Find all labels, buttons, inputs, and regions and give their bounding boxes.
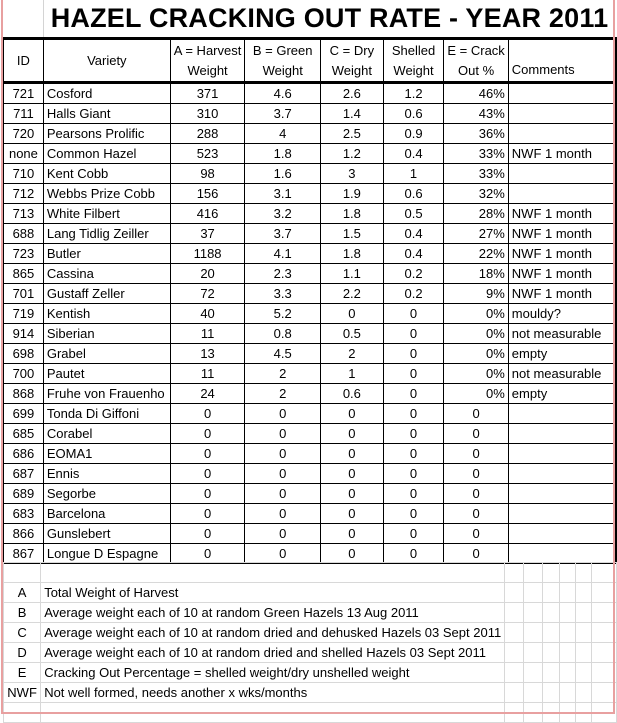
cell-harvest-weight[interactable]: 0 bbox=[170, 504, 245, 524]
cell-green-weight[interactable]: 0 bbox=[245, 444, 321, 464]
cell-harvest-weight[interactable]: 72 bbox=[170, 284, 245, 304]
cell-green-weight[interactable]: 4.1 bbox=[245, 244, 321, 264]
table-row bbox=[4, 424, 617, 444]
cell-variety[interactable]: Webbs Prize Cobb bbox=[43, 184, 170, 204]
cell-comments[interactable] bbox=[508, 124, 616, 144]
legend-key[interactable] bbox=[4, 563, 41, 583]
cell-green-weight[interactable]: 4.5 bbox=[245, 344, 321, 364]
cell-green-weight[interactable]: 3.3 bbox=[245, 284, 321, 304]
cell-variety[interactable]: Longue D Espagne bbox=[43, 544, 170, 564]
cell-green-weight[interactable]: 4.6 bbox=[245, 83, 321, 104]
cell-crack-out[interactable]: 0 bbox=[444, 464, 508, 484]
empty-cell[interactable] bbox=[523, 583, 542, 603]
empty-cell[interactable] bbox=[523, 683, 542, 703]
empty-cell[interactable] bbox=[523, 563, 542, 583]
cell-id[interactable]: 700 bbox=[4, 364, 44, 384]
cell-id[interactable]: 689 bbox=[4, 484, 44, 504]
cell-comments[interactable]: mouldy? bbox=[508, 304, 616, 324]
table-row bbox=[4, 484, 617, 504]
cell-id[interactable]: 865 bbox=[4, 264, 44, 284]
cell-comments[interactable] bbox=[508, 444, 616, 464]
cell-green-weight[interactable]: 1.6 bbox=[245, 164, 321, 184]
cell-dry-weight[interactable]: 3 bbox=[321, 164, 384, 184]
cell-id[interactable]: 685 bbox=[4, 424, 44, 444]
cell-crack-out[interactable]: 0% bbox=[444, 304, 508, 324]
table-row bbox=[4, 144, 617, 164]
cell-dry-weight[interactable]: 2 bbox=[321, 344, 384, 364]
cell-comments[interactable] bbox=[508, 83, 616, 104]
cell-harvest-weight[interactable]: 11 bbox=[170, 364, 245, 384]
cell-id[interactable]: 720 bbox=[4, 124, 44, 144]
cell-harvest-weight[interactable]: 523 bbox=[170, 144, 245, 164]
cell-id[interactable]: 688 bbox=[4, 224, 44, 244]
table-row bbox=[4, 224, 617, 244]
cell-variety[interactable]: Gustaff Zeller bbox=[43, 284, 170, 304]
header-id[interactable]: ID bbox=[4, 39, 44, 83]
empty-cell[interactable] bbox=[559, 643, 575, 663]
header-dry-line2: Weight bbox=[331, 62, 372, 78]
cell-comments[interactable]: NWF 1 month bbox=[508, 144, 616, 164]
cell-comments[interactable] bbox=[508, 484, 616, 504]
cell-crack-out[interactable]: 9% bbox=[444, 284, 508, 304]
cell-crack-out[interactable]: 43% bbox=[444, 104, 508, 124]
header-shelled-line2: Weight bbox=[393, 62, 434, 78]
cell-shelled-weight[interactable]: 0.4 bbox=[383, 144, 444, 164]
cell-green-weight[interactable]: 2.3 bbox=[245, 264, 321, 284]
cell-id[interactable]: 698 bbox=[4, 344, 44, 364]
table-row bbox=[4, 504, 617, 524]
header-crack-line2: Out % bbox=[458, 62, 495, 78]
cell-dry-weight[interactable]: 1.4 bbox=[321, 104, 384, 124]
table-row bbox=[4, 284, 617, 304]
cell-variety[interactable]: Segorbe bbox=[43, 484, 170, 504]
sheet-border-bottom bbox=[1, 712, 615, 714]
cell-green-weight[interactable]: 3.7 bbox=[245, 104, 321, 124]
cell-variety[interactable]: Kentish bbox=[43, 304, 170, 324]
cell-harvest-weight[interactable]: 0 bbox=[170, 464, 245, 484]
cell-comments[interactable] bbox=[508, 164, 616, 184]
empty-cell[interactable] bbox=[542, 663, 559, 683]
cell-comments[interactable]: NWF 1 month bbox=[508, 264, 616, 284]
cell-comments[interactable] bbox=[508, 504, 616, 524]
cell-harvest-weight[interactable]: 40 bbox=[170, 304, 245, 324]
cell-harvest-weight[interactable]: 1188 bbox=[170, 244, 245, 264]
legend-description[interactable]: Cracking Out Percentage = shelled weight/dry unshelled weight bbox=[41, 663, 505, 683]
table-row bbox=[4, 344, 617, 364]
cell-crack-out[interactable]: 46% bbox=[444, 83, 508, 104]
cell-id[interactable]: 710 bbox=[4, 164, 44, 184]
table-row bbox=[4, 524, 617, 544]
cell-variety[interactable]: Barcelona bbox=[43, 504, 170, 524]
cell-comments[interactable]: NWF 1 month bbox=[508, 284, 616, 304]
cell-crack-out[interactable]: 0 bbox=[444, 444, 508, 464]
cell-shelled-weight[interactable]: 0.6 bbox=[383, 104, 444, 124]
table-row bbox=[4, 324, 617, 344]
legend-description[interactable]: Total Weight of Harvest bbox=[41, 583, 505, 603]
legend-table bbox=[3, 562, 617, 723]
empty-cell[interactable] bbox=[542, 563, 559, 583]
cell-dry-weight[interactable]: 0 bbox=[321, 444, 384, 464]
legend-row bbox=[4, 563, 617, 583]
table-row bbox=[4, 164, 617, 184]
cell-shelled-weight[interactable]: 0 bbox=[383, 384, 444, 404]
header-green-weight[interactable] bbox=[245, 39, 321, 83]
cell-green-weight[interactable]: 0 bbox=[245, 484, 321, 504]
cell-comments[interactable] bbox=[508, 404, 616, 424]
cell-comments[interactable] bbox=[508, 464, 616, 484]
cell-dry-weight[interactable]: 2.5 bbox=[321, 124, 384, 144]
cell-id[interactable]: 723 bbox=[4, 244, 44, 264]
empty-cell[interactable] bbox=[505, 583, 524, 603]
legend-key[interactable]: NWF bbox=[4, 683, 41, 703]
table-row bbox=[4, 544, 617, 564]
cell-comments[interactable]: NWF 1 month bbox=[508, 244, 616, 264]
legend-row bbox=[4, 603, 617, 623]
cell-shelled-weight[interactable]: 0.4 bbox=[383, 224, 444, 244]
cell-harvest-weight[interactable]: 0 bbox=[170, 444, 245, 464]
cell-harvest-weight[interactable]: 0 bbox=[170, 544, 245, 564]
cell-green-weight[interactable]: 4 bbox=[245, 124, 321, 144]
cell-comments[interactable] bbox=[508, 524, 616, 544]
cell-shelled-weight[interactable]: 1 bbox=[383, 164, 444, 184]
cell-shelled-weight[interactable]: 0 bbox=[383, 424, 444, 444]
cell-crack-out[interactable]: 33% bbox=[444, 144, 508, 164]
header-comments[interactable]: Comments bbox=[508, 39, 616, 83]
empty-cell[interactable] bbox=[523, 643, 542, 663]
legend-key[interactable]: D bbox=[4, 643, 41, 663]
empty-cell[interactable] bbox=[575, 603, 592, 623]
cell-dry-weight[interactable]: 0 bbox=[321, 544, 384, 564]
cell-variety[interactable]: Cassina bbox=[43, 264, 170, 284]
table-row bbox=[4, 464, 617, 484]
cell-variety[interactable]: Tonda Di Giffoni bbox=[43, 404, 170, 424]
header-harvest-line2: Weight bbox=[187, 62, 228, 78]
cell-harvest-weight[interactable]: 288 bbox=[170, 124, 245, 144]
header-green-line1: B = Green bbox=[252, 42, 313, 58]
table-row bbox=[4, 104, 617, 124]
legend-key[interactable]: A bbox=[4, 583, 41, 603]
table-row bbox=[4, 404, 617, 424]
empty-cell[interactable] bbox=[575, 583, 592, 603]
cell-shelled-weight[interactable]: 0 bbox=[383, 364, 444, 384]
cell-harvest-weight[interactable]: 11 bbox=[170, 324, 245, 344]
cell-green-weight[interactable]: 2 bbox=[245, 364, 321, 384]
header-shelled-weight[interactable] bbox=[383, 39, 444, 83]
legend-row bbox=[4, 623, 617, 643]
cell-green-weight[interactable]: 0 bbox=[245, 464, 321, 484]
cell-crack-out[interactable]: 0% bbox=[444, 384, 508, 404]
cell-id[interactable]: 713 bbox=[4, 204, 44, 224]
cell-dry-weight[interactable]: 1.2 bbox=[321, 144, 384, 164]
cell-harvest-weight[interactable]: 24 bbox=[170, 384, 245, 404]
cell-dry-weight[interactable]: 0 bbox=[321, 524, 384, 544]
cell-shelled-weight[interactable]: 0.4 bbox=[383, 244, 444, 264]
cell-variety[interactable]: Pearsons Prolific bbox=[43, 124, 170, 144]
empty-cell[interactable] bbox=[542, 643, 559, 663]
cell-id[interactable]: 867 bbox=[4, 544, 44, 564]
cell-variety[interactable]: Pautet bbox=[43, 364, 170, 384]
cell-id[interactable]: 866 bbox=[4, 524, 44, 544]
empty-cell[interactable] bbox=[559, 663, 575, 683]
cell-variety[interactable]: Ennis bbox=[43, 464, 170, 484]
cell-shelled-weight[interactable]: 0 bbox=[383, 404, 444, 424]
sheet-border-right bbox=[613, 0, 615, 714]
cell-id[interactable]: 719 bbox=[4, 304, 44, 324]
cell-variety[interactable]: Grabel bbox=[43, 344, 170, 364]
table-row bbox=[4, 124, 617, 144]
empty-cell[interactable] bbox=[505, 683, 524, 703]
cell-harvest-weight[interactable]: 156 bbox=[170, 184, 245, 204]
cell-comments[interactable]: NWF 1 month bbox=[508, 224, 616, 244]
legend-key[interactable]: B bbox=[4, 603, 41, 623]
cell-shelled-weight[interactable]: 0 bbox=[383, 544, 444, 564]
cell-comments[interactable] bbox=[508, 104, 616, 124]
cell-harvest-weight[interactable]: 416 bbox=[170, 204, 245, 224]
cell-crack-out[interactable]: 0% bbox=[444, 324, 508, 344]
legend-row bbox=[4, 643, 617, 663]
table-row bbox=[4, 304, 617, 324]
empty-cell[interactable] bbox=[505, 603, 524, 623]
cell-dry-weight[interactable]: 1.5 bbox=[321, 224, 384, 244]
cell-id[interactable]: 711 bbox=[4, 104, 44, 124]
cell-variety[interactable]: Corabel bbox=[43, 424, 170, 444]
cell-dry-weight[interactable]: 0.5 bbox=[321, 324, 384, 344]
cell-crack-out[interactable]: 0 bbox=[444, 544, 508, 564]
cell-id[interactable]: 683 bbox=[4, 504, 44, 524]
header-variety[interactable]: Variety bbox=[43, 39, 170, 83]
cell-harvest-weight[interactable]: 20 bbox=[170, 264, 245, 284]
cell-shelled-weight[interactable]: 0.2 bbox=[383, 284, 444, 304]
cell-harvest-weight[interactable]: 13 bbox=[170, 344, 245, 364]
cell-variety[interactable]: Butler bbox=[43, 244, 170, 264]
cell-green-weight[interactable]: 2 bbox=[245, 384, 321, 404]
legend-description[interactable]: Average weight each of 10 at random dried and shelled Hazels 03 Sept 2011 bbox=[41, 643, 505, 663]
cell-crack-out[interactable]: 32% bbox=[444, 184, 508, 204]
legend-description[interactable]: Average weight each of 10 at random dried and dehusked Hazels 03 Sept 2011 bbox=[41, 623, 505, 643]
cell-crack-out[interactable]: 0 bbox=[444, 504, 508, 524]
cell-green-weight[interactable]: 0 bbox=[245, 404, 321, 424]
empty-cell[interactable] bbox=[575, 663, 592, 683]
cell-comments[interactable] bbox=[508, 184, 616, 204]
cell-harvest-weight[interactable]: 98 bbox=[170, 164, 245, 184]
empty-cell[interactable] bbox=[575, 683, 592, 703]
cell-harvest-weight[interactable]: 371 bbox=[170, 83, 245, 104]
cell-crack-out[interactable]: 28% bbox=[444, 204, 508, 224]
cell-green-weight[interactable]: 3.2 bbox=[245, 204, 321, 224]
header-harvest-weight[interactable] bbox=[170, 39, 245, 83]
empty-cell[interactable] bbox=[523, 623, 542, 643]
empty-cell[interactable] bbox=[542, 623, 559, 643]
cell-crack-out[interactable]: 18% bbox=[444, 264, 508, 284]
cell-dry-weight[interactable]: 2.6 bbox=[321, 83, 384, 104]
cell-shelled-weight[interactable]: 0 bbox=[383, 344, 444, 364]
cell-variety[interactable]: Cosford bbox=[43, 83, 170, 104]
cell-shelled-weight[interactable]: 0.5 bbox=[383, 204, 444, 224]
header-shelled-line1: Shelled bbox=[391, 42, 436, 58]
cell-shelled-weight[interactable]: 0.6 bbox=[383, 184, 444, 204]
empty-cell[interactable] bbox=[575, 623, 592, 643]
cell-comments[interactable]: NWF 1 month bbox=[508, 204, 616, 224]
cell-id[interactable]: 686 bbox=[4, 444, 44, 464]
title-cell[interactable] bbox=[43, 0, 615, 38]
cell-crack-out[interactable]: 0 bbox=[444, 424, 508, 444]
cell-variety[interactable]: Halls Giant bbox=[43, 104, 170, 124]
sheet-border-left bbox=[1, 0, 3, 714]
legend-description[interactable]: Not well formed, needs another x wks/months bbox=[41, 683, 505, 703]
header-dry-weight[interactable] bbox=[321, 39, 384, 83]
empty-cell[interactable] bbox=[505, 643, 524, 663]
cell-harvest-weight[interactable]: 0 bbox=[170, 404, 245, 424]
empty-cell[interactable] bbox=[542, 583, 559, 603]
cell-dry-weight[interactable]: 1.8 bbox=[321, 244, 384, 264]
cell-dry-weight[interactable]: 0 bbox=[321, 424, 384, 444]
hazel-table bbox=[3, 37, 617, 564]
cell-dry-weight[interactable]: 0 bbox=[321, 504, 384, 524]
empty-cell[interactable] bbox=[559, 583, 575, 603]
cell-crack-out[interactable]: 36% bbox=[444, 124, 508, 144]
cell-variety[interactable]: White Filbert bbox=[43, 204, 170, 224]
cell-dry-weight[interactable]: 0 bbox=[321, 404, 384, 424]
table-row bbox=[4, 244, 617, 264]
empty-cell[interactable] bbox=[559, 563, 575, 583]
cell-harvest-weight[interactable]: 37 bbox=[170, 224, 245, 244]
cell-crack-out[interactable]: 33% bbox=[444, 164, 508, 184]
empty-cell[interactable] bbox=[575, 563, 592, 583]
cell-green-weight[interactable]: 0 bbox=[245, 504, 321, 524]
cell-green-weight[interactable]: 0.8 bbox=[245, 324, 321, 344]
table-row bbox=[4, 364, 617, 384]
empty-cell[interactable] bbox=[505, 623, 524, 643]
legend-description[interactable] bbox=[41, 563, 505, 583]
cell-shelled-weight[interactable]: 0 bbox=[383, 304, 444, 324]
cell-id[interactable]: 914 bbox=[4, 324, 44, 344]
cell-shelled-weight[interactable]: 0 bbox=[383, 504, 444, 524]
header-green-line2: Weight bbox=[262, 62, 303, 78]
cell-variety[interactable]: Kent Cobb bbox=[43, 164, 170, 184]
cell-shelled-weight[interactable]: 0 bbox=[383, 484, 444, 504]
cell-dry-weight[interactable]: 0 bbox=[321, 304, 384, 324]
cell-id[interactable]: 868 bbox=[4, 384, 44, 404]
empty-cell[interactable] bbox=[575, 643, 592, 663]
empty-cell[interactable] bbox=[505, 663, 524, 683]
cell-dry-weight[interactable]: 0.6 bbox=[321, 384, 384, 404]
cell-shelled-weight[interactable]: 1.2 bbox=[383, 83, 444, 104]
cell-comments[interactable]: not measurable bbox=[508, 364, 616, 384]
header-crack-out[interactable] bbox=[444, 39, 508, 83]
header-crack-line1: E = Crack bbox=[447, 42, 505, 58]
cell-variety[interactable]: Lang Tidlig Zeiller bbox=[43, 224, 170, 244]
legend-key[interactable]: C bbox=[4, 623, 41, 643]
cell-dry-weight[interactable]: 0 bbox=[321, 484, 384, 504]
cell-green-weight[interactable]: 1.8 bbox=[245, 144, 321, 164]
cell-dry-weight[interactable]: 1.1 bbox=[321, 264, 384, 284]
empty-cell[interactable] bbox=[559, 683, 575, 703]
sheet-title: HAZEL CRACKING OUT RATE - YEAR 2011 bbox=[50, 3, 609, 33]
header-row bbox=[4, 39, 617, 83]
cell-crack-out[interactable]: 0% bbox=[444, 344, 508, 364]
empty-cell[interactable] bbox=[505, 563, 524, 583]
table-row bbox=[4, 384, 617, 404]
legend-row bbox=[4, 683, 617, 703]
cell-comments[interactable] bbox=[508, 544, 616, 564]
empty-cell[interactable] bbox=[523, 663, 542, 683]
legend-row bbox=[4, 663, 617, 683]
cell-green-weight[interactable]: 5.2 bbox=[245, 304, 321, 324]
cell-shelled-weight[interactable]: 0.2 bbox=[383, 264, 444, 284]
cell-id[interactable]: 699 bbox=[4, 404, 44, 424]
legend-description[interactable]: Average weight each of 10 at random Green Hazels 13 Aug 2011 bbox=[41, 603, 505, 623]
table-row bbox=[4, 184, 617, 204]
cell-variety[interactable]: Siberian bbox=[43, 324, 170, 344]
legend-key[interactable]: E bbox=[4, 663, 41, 683]
cell-dry-weight[interactable]: 0 bbox=[321, 464, 384, 484]
cell-shelled-weight[interactable]: 0.9 bbox=[383, 124, 444, 144]
cell-crack-out[interactable]: 22% bbox=[444, 244, 508, 264]
empty-cell[interactable] bbox=[523, 603, 542, 623]
cell-id[interactable]: 701 bbox=[4, 284, 44, 304]
cell-shelled-weight[interactable]: 0 bbox=[383, 524, 444, 544]
table-row bbox=[4, 264, 617, 284]
legend-row bbox=[4, 583, 617, 603]
cell-crack-out[interactable]: 27% bbox=[444, 224, 508, 244]
table-row bbox=[4, 83, 617, 104]
header-dry-line1: C = Dry bbox=[329, 42, 375, 58]
cell-crack-out[interactable]: 0 bbox=[444, 524, 508, 544]
cell-harvest-weight[interactable]: 0 bbox=[170, 524, 245, 544]
cell-id[interactable]: 712 bbox=[4, 184, 44, 204]
cell-variety[interactable]: Common Hazel bbox=[43, 144, 170, 164]
empty-cell[interactable] bbox=[559, 603, 575, 623]
cell-comments[interactable] bbox=[508, 424, 616, 444]
cell-shelled-weight[interactable]: 0 bbox=[383, 464, 444, 484]
cell-crack-out[interactable]: 0 bbox=[444, 404, 508, 424]
cell-harvest-weight[interactable]: 0 bbox=[170, 424, 245, 444]
table-row bbox=[4, 204, 617, 224]
empty-cell[interactable] bbox=[559, 623, 575, 643]
empty-cell[interactable] bbox=[542, 603, 559, 623]
cell-harvest-weight[interactable]: 0 bbox=[170, 484, 245, 504]
cell-crack-out[interactable]: 0 bbox=[444, 484, 508, 504]
cell-green-weight[interactable]: 0 bbox=[245, 544, 321, 564]
cell-green-weight[interactable]: 3.1 bbox=[245, 184, 321, 204]
cell-id[interactable]: 721 bbox=[4, 83, 44, 104]
empty-cell[interactable] bbox=[542, 683, 559, 703]
cell-comments[interactable]: empty bbox=[508, 384, 616, 404]
cell-green-weight[interactable]: 3.7 bbox=[245, 224, 321, 244]
table-row bbox=[4, 444, 617, 464]
cell-dry-weight[interactable]: 1.8 bbox=[321, 204, 384, 224]
cell-variety[interactable]: Fruhe von Frauenho bbox=[43, 384, 170, 404]
cell-shelled-weight[interactable]: 0 bbox=[383, 444, 444, 464]
cell-green-weight[interactable]: 0 bbox=[245, 424, 321, 444]
cell-green-weight[interactable]: 0 bbox=[245, 524, 321, 544]
cell-dry-weight[interactable]: 1 bbox=[321, 364, 384, 384]
cell-variety[interactable]: EOMA1 bbox=[43, 444, 170, 464]
cell-dry-weight[interactable]: 1.9 bbox=[321, 184, 384, 204]
cell-id[interactable]: none bbox=[4, 144, 44, 164]
header-harvest-line1: A = Harvest bbox=[173, 42, 242, 58]
cell-comments[interactable]: not measurable bbox=[508, 324, 616, 344]
cell-crack-out[interactable]: 0% bbox=[444, 364, 508, 384]
cell-dry-weight[interactable]: 2.2 bbox=[321, 284, 384, 304]
cell-harvest-weight[interactable]: 310 bbox=[170, 104, 245, 124]
cell-variety[interactable]: Gunslebert bbox=[43, 524, 170, 544]
cell-comments[interactable]: empty bbox=[508, 344, 616, 364]
cell-id[interactable]: 687 bbox=[4, 464, 44, 484]
cell-shelled-weight[interactable]: 0 bbox=[383, 324, 444, 344]
